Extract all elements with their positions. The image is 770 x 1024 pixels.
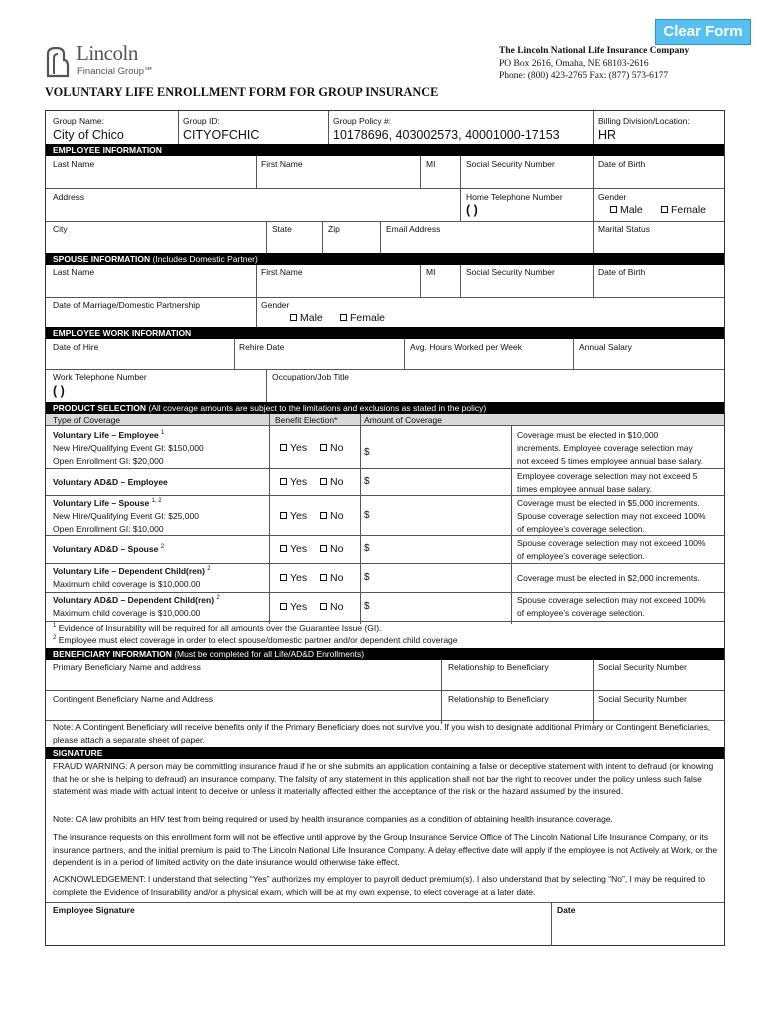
employee-info-header: EMPLOYEE INFORMATION xyxy=(46,144,724,156)
sp-last-name-label: Last Name xyxy=(53,267,95,277)
beneficiary-header: BENEFICIARY INFORMATION (Must be completed for all Life/AD&D Enrollments) xyxy=(46,648,724,660)
logo-name: Lincoln xyxy=(76,41,138,65)
row-title: Voluntary Life – Spouse $^{1, 2}$ xyxy=(53,498,162,508)
employee-life-no-checkbox[interactable]: No xyxy=(320,442,343,454)
primary-ssn-label: Social Security Number xyxy=(598,662,687,672)
spouse-add-no-checkbox[interactable]: No xyxy=(320,543,343,555)
checkbox-icon xyxy=(340,314,347,321)
work-hours-label: Avg. Hours Worked per Week xyxy=(410,342,522,352)
lincoln-logo-icon xyxy=(44,46,72,78)
emp-city-label: City xyxy=(53,224,68,234)
employee-signature-label: Employee Signature xyxy=(53,905,135,915)
work-info-header: EMPLOYEE WORK INFORMATION xyxy=(46,327,724,339)
checkbox-icon xyxy=(280,545,287,552)
sp-dob-label: Date of Birth xyxy=(598,267,646,277)
company-address: PO Box 2616, Omaha, NE 68103-2616 xyxy=(499,59,649,69)
row-line: Open Enrollment GI: $10,000 xyxy=(53,524,164,534)
row-note: Spouse coverage selection may not exceed 100% xyxy=(517,595,706,605)
row-title: Voluntary AD&D – Spouse $^2$ xyxy=(53,544,165,554)
contingent-beneficiary-label: Contingent Beneficiary Name and Address xyxy=(53,694,214,704)
spouse-info-header: SPOUSE INFORMATION (Includes Domestic Partner) xyxy=(46,253,724,265)
group-name-value[interactable]: City of Chico xyxy=(53,128,124,142)
effective-note: The insurance requests on this enrollment form will not be effective until approve by the Group Insurance Service Office of The Lincoln National Life Insurance Company, or its insurance partners, and the initial premium is paid to The Lincoln National Life Insurance Company. A delay effective date will apply if the employee is not Actively at Work, or the dependent is in a period of limited activity on the date insurance would otherwise take effect. xyxy=(53,832,718,867)
spouse-life-amount[interactable]: $ xyxy=(364,510,370,521)
group-id-value[interactable]: CITYOFCHIC xyxy=(183,128,260,142)
sp-ssn-label: Social Security Number xyxy=(466,267,555,277)
checkbox-icon xyxy=(320,574,327,581)
col-amount-of-coverage: Amount of Coverage xyxy=(364,415,442,425)
row-note: times employee annual base salary. xyxy=(517,484,652,494)
checkbox-icon xyxy=(320,478,327,485)
emp-last-name-label: Last Name xyxy=(53,159,95,169)
row-title: Voluntary AD&D – Employee xyxy=(53,477,168,487)
emp-gender-label: Gender xyxy=(598,192,627,202)
contingent-ssn-label: Social Security Number xyxy=(598,694,687,704)
row-note: Coverage must be elected in $10,000 xyxy=(517,430,659,440)
checkbox-icon xyxy=(320,545,327,552)
primary-beneficiary-label: Primary Beneficiary Name and address xyxy=(53,662,201,672)
col-benefit-election: Benefit Election* xyxy=(275,415,338,425)
acknowledgement: ACKNOWLEDGEMENT: I understand that selecting “Yes” authorizes my employer to payroll deduct premium(s). I also understand that by selecting “No”, I may be required to complete the Evidence of Insurability and/or a physical exam, which will be at my own expense, to elect coverage at a later date. xyxy=(53,874,706,897)
emp-gender-male-checkbox[interactable]: Male xyxy=(610,204,643,216)
child-add-yes-checkbox[interactable]: Yes xyxy=(280,601,307,613)
spouse-add-amount[interactable]: $ xyxy=(364,543,370,554)
logo-subtitle: Financial Group℠ xyxy=(77,66,154,77)
row-note: not exceed 5 times employee annual base salary. xyxy=(517,456,704,466)
emp-ssn-label: Social Security Number xyxy=(466,159,555,169)
work-hire-label: Date of Hire xyxy=(53,342,99,352)
row-line: Maximum child coverage is $10,000.00 xyxy=(53,579,201,589)
sp-mi-label: MI xyxy=(426,267,436,277)
row-note: Coverage must be elected in $5,000 increments. xyxy=(517,498,700,508)
work-rehire-label: Rehire Date xyxy=(239,342,285,352)
date-label: Date xyxy=(557,905,576,915)
spouse-add-yes-checkbox[interactable]: Yes xyxy=(280,543,307,555)
work-salary-label: Annual Salary xyxy=(579,342,632,352)
row-title: Voluntary Life – Employee $^1$ xyxy=(53,430,165,440)
sp-gender-label: Gender xyxy=(261,300,290,310)
sp-marriage-label: Date of Marriage/Domestic Partnership xyxy=(53,300,200,310)
work-phone-label: Work Telephone Number xyxy=(53,372,147,382)
row-title: Voluntary Life – Dependent Child(ren) $^2$ xyxy=(53,566,211,576)
checkbox-icon xyxy=(280,478,287,485)
emp-home-phone-label: Home Telephone Number xyxy=(466,192,563,202)
row-note: Employee coverage selection may not exceed 5 xyxy=(517,471,698,481)
row-note: Spouse coverage selection may not exceed 100% xyxy=(517,538,706,548)
child-life-no-checkbox[interactable]: No xyxy=(320,572,343,584)
employee-add-yes-checkbox[interactable]: Yes xyxy=(280,476,307,488)
emp-email-label: Email Address xyxy=(386,224,441,234)
clear-form-button[interactable]: Clear Form xyxy=(655,19,751,45)
checkbox-icon xyxy=(320,444,327,451)
signature-header: SIGNATURE xyxy=(46,747,724,759)
checkbox-icon xyxy=(610,206,617,213)
enrollment-form xyxy=(45,110,725,946)
sp-first-name-label: First Name xyxy=(261,267,303,277)
row-note: Coverage must be elected in $2,000 increments. xyxy=(517,573,700,583)
company-name: The Lincoln National Life Insurance Company xyxy=(499,46,690,56)
row-line: Maximum child coverage is $10,000.00 xyxy=(53,608,201,618)
row-note: increments. Employee coverage selection may xyxy=(517,443,693,453)
child-life-yes-checkbox[interactable]: Yes xyxy=(280,572,307,584)
employee-add-amount[interactable]: $ xyxy=(364,476,370,487)
employee-life-amount[interactable]: $ xyxy=(364,447,370,458)
row-note: of employee’s coverage selection. xyxy=(517,524,645,534)
row-note: of employee’s coverage selection. xyxy=(517,551,645,561)
fraud-warning: FRAUD WARNING: A person may be committing insurance fraud if he or she submits an application containing a false or deceptive statement with intent to defraud (or knowing that he or she is helping to defraud) an insurance company. The falsity of any statement in this application shall not bar the right to recover under the policy unless such false statement was made with actual intent to deceive or unless it materially affected either the acceptance of the risk or the hazard assumed by the insured. xyxy=(53,761,714,796)
row-line: New Hire/Qualifying Event GI: $150,000 xyxy=(53,443,204,453)
emp-dob-label: Date of Birth xyxy=(598,159,646,169)
billing-value[interactable]: HR xyxy=(598,128,617,142)
employee-signature-field[interactable] xyxy=(54,916,544,942)
footnote-1: $^1$ Evidence of Insurability will be required for all amounts over the Guarantee Issue (GI). xyxy=(53,623,382,633)
child-life-amount[interactable]: $ xyxy=(364,572,370,583)
group-policy-value[interactable]: 10178696, 403002573, 40001000-17153 xyxy=(333,128,560,142)
emp-address-label: Address xyxy=(53,192,85,202)
group-name-label: Group Name: xyxy=(53,116,105,126)
col-type-of-coverage: Type of Coverage xyxy=(53,415,121,425)
employee-life-yes-checkbox[interactable]: Yes xyxy=(280,442,307,454)
sp-gender-male-checkbox[interactable]: Male xyxy=(290,312,323,324)
child-add-no-checkbox[interactable]: No xyxy=(320,601,343,613)
date-field[interactable] xyxy=(558,916,718,942)
row-note: Spouse coverage selection may not exceed 100% xyxy=(517,511,706,521)
checkbox-icon xyxy=(280,444,287,451)
work-occupation-label: Occupation/Job Title xyxy=(272,372,350,382)
row-line: Open Enrollment GI: $20,000 xyxy=(53,456,164,466)
spouse-life-yes-checkbox[interactable]: Yes xyxy=(280,510,307,522)
checkbox-icon xyxy=(661,206,668,213)
product-selection-header: PRODUCT SELECTION (All coverage amounts are subject to the limitations and exclusions as stated in the policy) xyxy=(46,402,724,414)
group-policy-label: Group Policy #: xyxy=(333,116,392,126)
sp-gender-female-checkbox[interactable]: Female xyxy=(340,312,385,324)
checkbox-icon xyxy=(290,314,297,321)
emp-gender-female-checkbox[interactable]: Female xyxy=(661,204,706,216)
group-id-label: Group ID: xyxy=(183,116,220,126)
emp-state-label: State xyxy=(272,224,292,234)
checkbox-icon xyxy=(280,512,287,519)
primary-relationship-label: Relationship to Beneficiary xyxy=(448,662,549,672)
row-note: of employee’s coverage selection. xyxy=(517,608,645,618)
company-phone: Phone: (800) 423-2765 Fax: (877) 573-6177 xyxy=(499,71,669,81)
emp-mi-label: MI xyxy=(426,159,436,169)
contingent-relationship-label: Relationship to Beneficiary xyxy=(448,694,549,704)
row-line: New Hire/Qualifying Event GI: $25,000 xyxy=(53,511,199,521)
checkbox-icon xyxy=(280,603,287,610)
emp-zip-label: Zip xyxy=(328,224,340,234)
checkbox-icon xyxy=(320,603,327,610)
spouse-life-no-checkbox[interactable]: No xyxy=(320,510,343,522)
row-title: Voluntary AD&D – Dependent Child(ren) $^2$ xyxy=(53,595,220,605)
emp-first-name-label: First Name xyxy=(261,159,303,169)
billing-label: Billing Division/Location: xyxy=(598,116,690,126)
emp-home-phone-paren[interactable]: ( ) xyxy=(466,203,478,217)
footnote-2: $^2$ Employee must elect coverage in order to elect spouse/domestic partner and/or dependent child coverage xyxy=(53,635,458,645)
ca-note: Note: CA law prohibits an HIV test from being required or used by health insurance companies as a condition of obtaining health insurance coverage. xyxy=(53,814,613,824)
beneficiary-note: Note: A Contingent Beneficiary will receive benefits only if the Primary Beneficiary does not survive you. If you wish to designate additional Primary or Contingent Beneficiaries, please attach a separate sheet of paper. xyxy=(53,722,711,745)
checkbox-icon xyxy=(320,512,327,519)
child-add-amount[interactable]: $ xyxy=(364,601,370,612)
checkbox-icon xyxy=(280,574,287,581)
form-title: VOLUNTARY LIFE ENROLLMENT FORM FOR GROUP INSURANCE xyxy=(45,85,439,99)
emp-marital-label: Marital Status xyxy=(598,224,650,234)
employee-add-no-checkbox[interactable]: No xyxy=(320,476,343,488)
work-phone-paren[interactable]: ( ) xyxy=(53,384,65,398)
